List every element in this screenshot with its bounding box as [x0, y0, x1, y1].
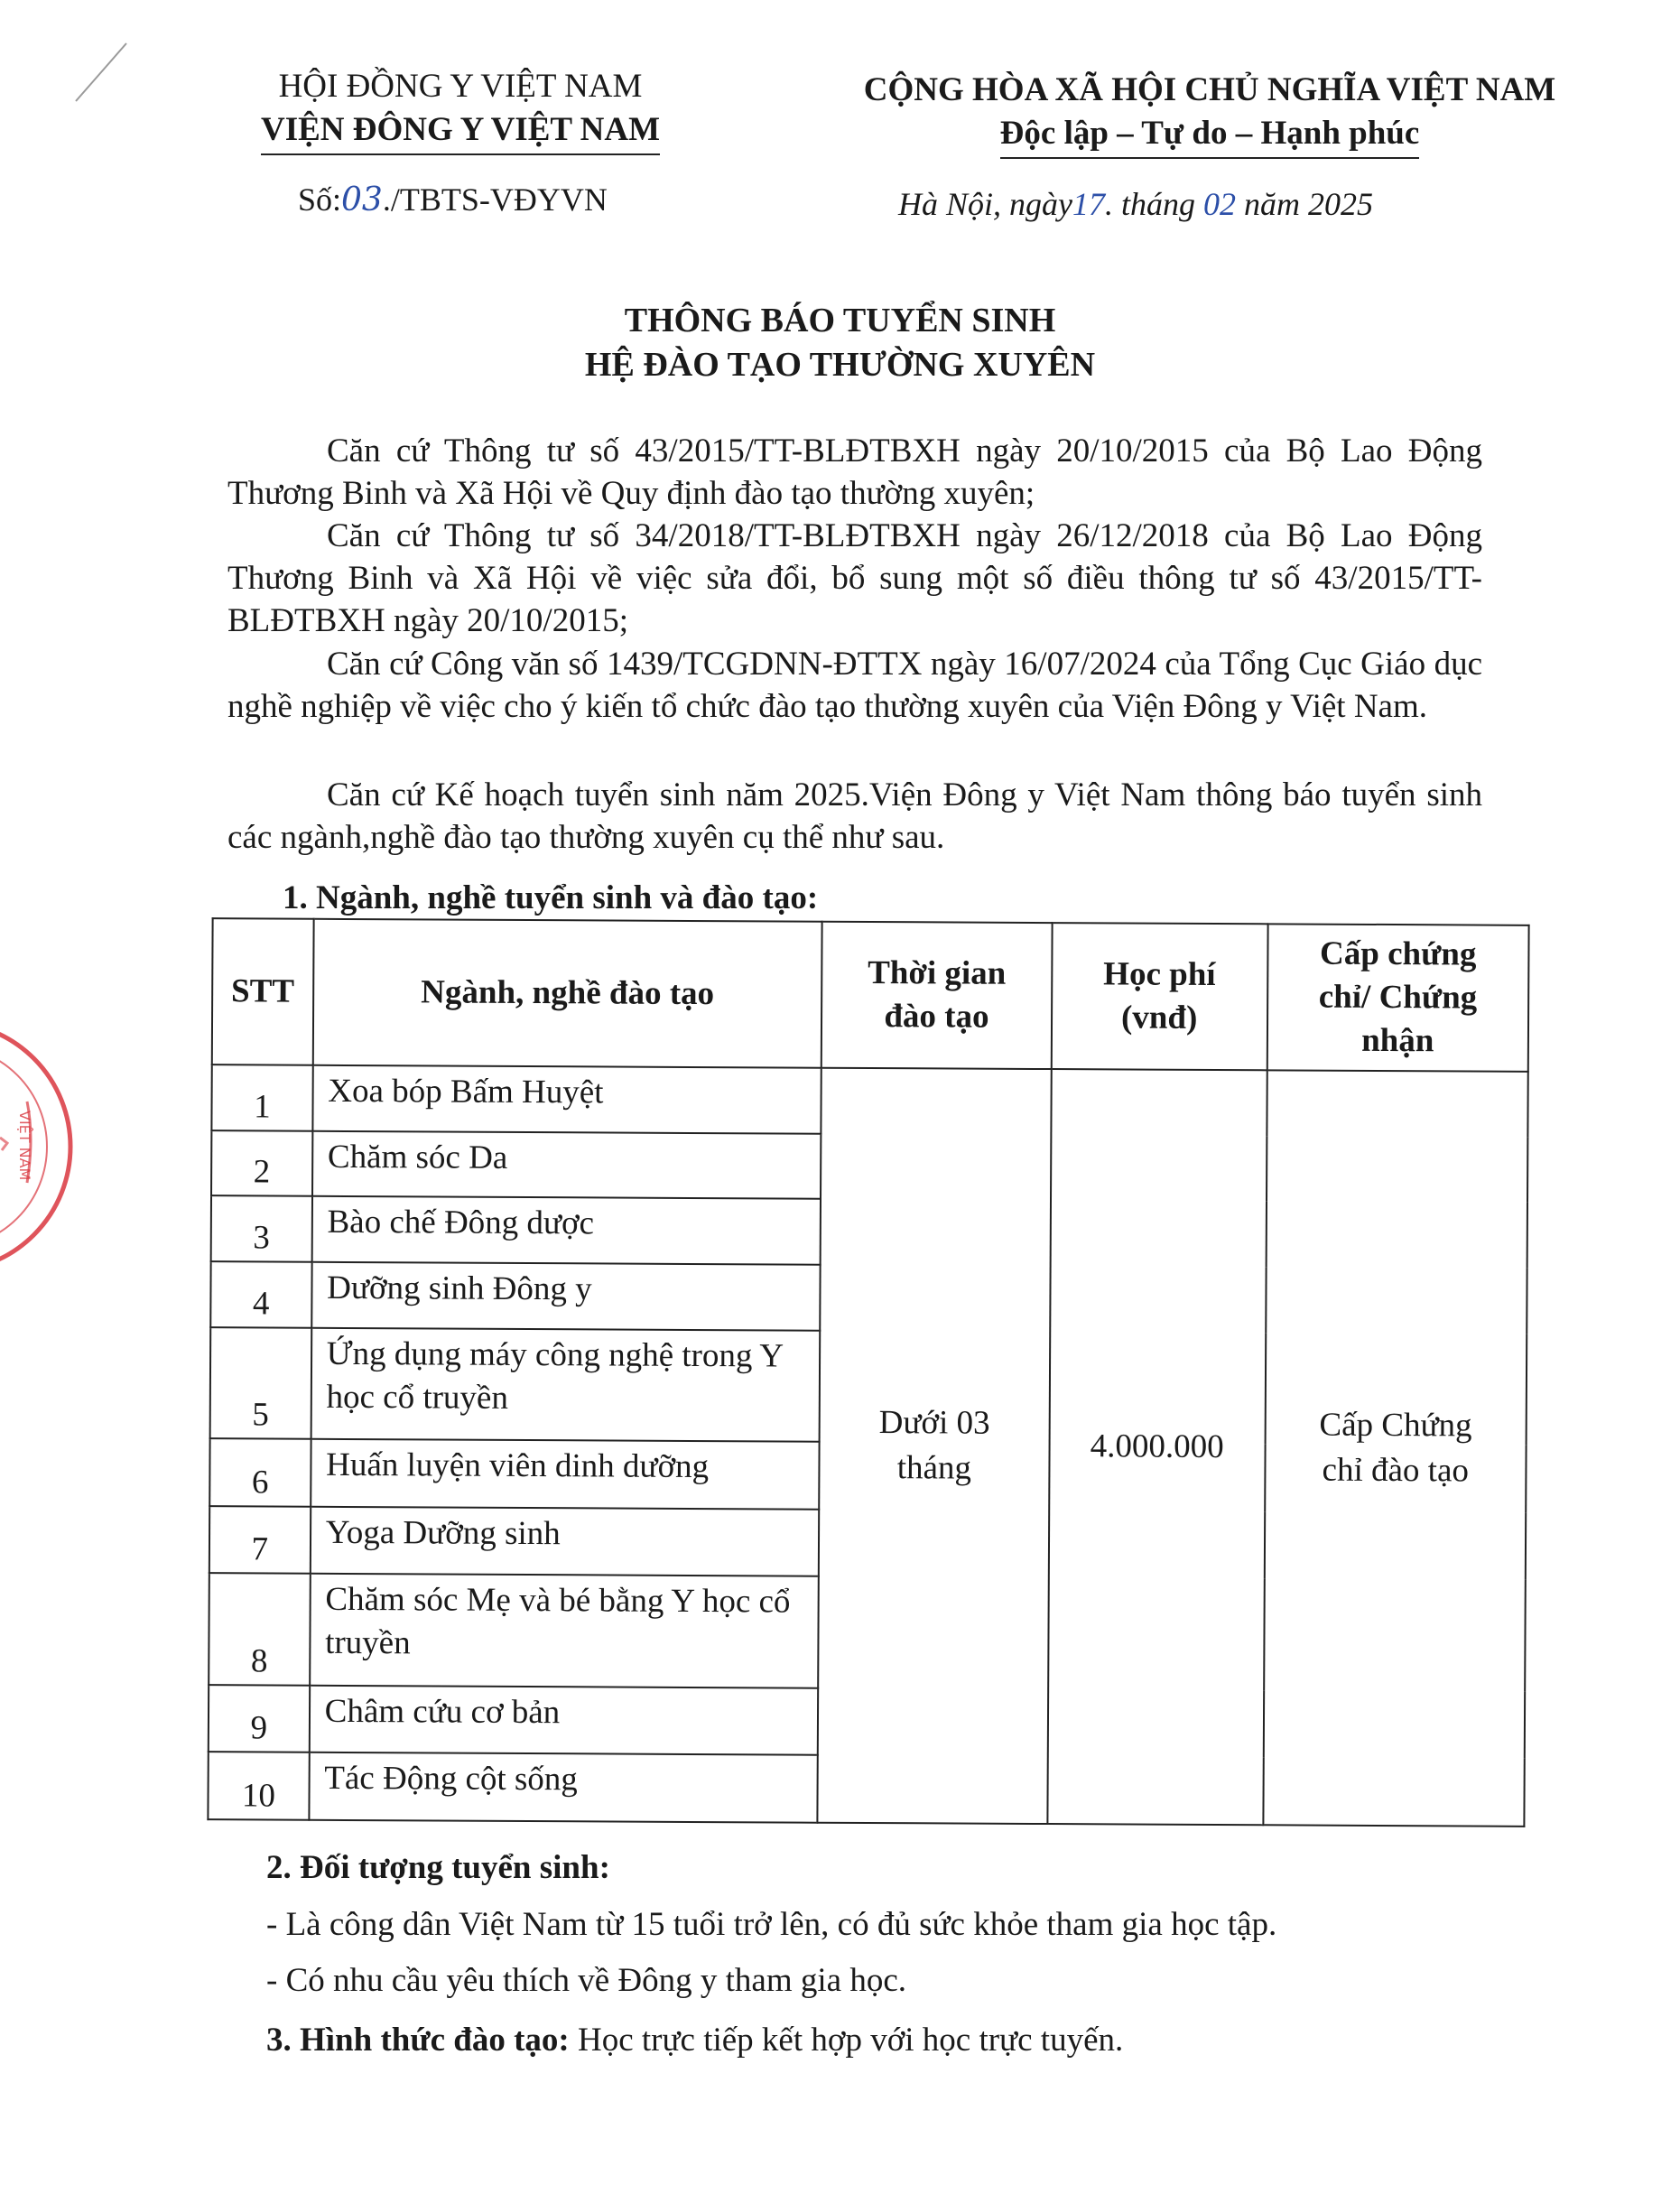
national-header	[776, 69, 1643, 159]
section-3-training-format	[266, 2021, 1123, 2059]
pencil-mark	[72, 36, 144, 108]
red-seal-stamp	[0, 1002, 90, 1291]
parent-org: HỘI ĐỒNG Y VIỆT NAM	[278, 68, 643, 105]
row-program: Yoga Dưỡng sinh	[311, 1506, 820, 1576]
issuing-org: VIỆN ĐÔNG Y VIỆT NAM	[261, 108, 660, 155]
row-stt: 8	[209, 1574, 310, 1686]
table-header-row	[212, 918, 1529, 1072]
fee-cell: 4.000.000	[1047, 1069, 1267, 1825]
row-stt: 10	[208, 1752, 309, 1819]
row-stt: 2	[211, 1130, 312, 1196]
row-program: Huấn luyện viên dinh dưỡng	[311, 1439, 820, 1510]
header-stt: STT	[212, 918, 314, 1065]
row-program: Châm cứu cơ bản	[309, 1685, 818, 1755]
header-certificate: Cấp chứng chỉ/ Chứng nhận	[1267, 924, 1528, 1072]
row-stt: 3	[211, 1196, 312, 1262]
preamble-paragraph-1: Căn cứ Thông tư số 43/2015/TT-BLĐTBXH ngày 20/10/2015 của Bộ Lao Động Thương Binh và Xã Hội về Quy định đào tạo thường xuyên;	[227, 432, 1482, 512]
header-program: Ngành, nghề đào tạo	[312, 919, 821, 1068]
row-program: Tác Động cột sống	[309, 1752, 818, 1823]
stamp-lettering: VIỆT NAM	[16, 1111, 33, 1181]
national-motto: Độc lập – Tự do – Hạnh phúc	[1000, 112, 1420, 159]
row-program: Chăm sóc Mẹ và bé bằng Y học cổ truyền	[310, 1574, 819, 1687]
document-number: Số:03./TBTS-VĐYVN	[298, 181, 608, 218]
certificate-cell: Cấp Chứng chỉ đào tạo	[1263, 1070, 1528, 1827]
issuer-block	[217, 65, 704, 155]
row-program: Ứng dụng máy công nghệ trong Y học cổ truyền	[311, 1328, 820, 1442]
training-format-text: Học trực tiếp kết hợp với học trực tuyến.	[569, 2022, 1124, 2059]
section-2-heading: 2. Đối tượng tuyển sinh:	[266, 1849, 610, 1886]
document-subtitle: HỆ ĐÀO TẠO THƯỜNG XUYÊN	[584, 346, 1096, 384]
row-program: Xoa bóp Bấm Huyệt	[312, 1065, 821, 1134]
row-program: Dưỡng sinh Đông y	[311, 1262, 821, 1331]
duration-cell: Dưới 03 tháng	[818, 1068, 1052, 1824]
preamble-paragraph-2: Căn cứ Thông tư số 34/2018/TT-BLĐTBXH ngày 26/12/2018 của Bộ Lao Động Thương Binh và Xã Hội về việc sửa đổi, bổ sung một số điều thông tư số 43/2015/TT-BLĐTBXH ngày 20/10/2015;	[227, 517, 1482, 639]
country-name: CỘNG HÒA XÃ HỘI CHỦ NGHĨA VIỆT NAM	[863, 71, 1556, 108]
table-row	[211, 1064, 1527, 1137]
preamble-paragraph-3: Căn cứ Công văn số 1439/TCGDNN-ĐTTX ngày 16/07/2024 của Tổng Cục Giáo dục nghề nghiệp về việc cho ý kiến tổ chức đào tạo thường xuyên của Viện Đông y Việt Nam.	[227, 646, 1482, 725]
row-stt: 9	[209, 1685, 310, 1752]
date-month-handwritten: 02	[1203, 186, 1237, 222]
row-stt: 7	[209, 1506, 311, 1574]
eligibility-item-1: - Là công dân Việt Nam từ 15 tuổi trở lên, có đủ sức khỏe tham gia học tập.	[266, 1906, 1277, 1943]
eligibility-item-2: - Có nhu cầu yêu thích về Đông y tham gia học.	[266, 1962, 906, 1999]
document-title: THÔNG BÁO TUYỂN SINH	[624, 302, 1056, 339]
row-stt: 6	[209, 1438, 311, 1506]
row-stt: 5	[210, 1327, 311, 1439]
header-duration: Thời gian đào tạo	[821, 922, 1052, 1069]
header-fee: Học phí (vnđ)	[1051, 923, 1267, 1070]
section-3-heading: 3. Hình thức đào tạo:	[266, 2022, 570, 2059]
row-program: Bào chế Đông dược	[311, 1196, 821, 1265]
date-day-handwritten: 17	[1072, 186, 1105, 222]
row-program: Chăm sóc Da	[312, 1130, 821, 1199]
date-line: Hà Nội, ngày17. tháng 02 năm 2025	[898, 186, 1374, 222]
row-stt: 1	[211, 1064, 312, 1130]
programs-table	[207, 917, 1529, 1827]
doc-number-handwritten: 03	[341, 181, 383, 218]
row-stt: 4	[210, 1261, 311, 1327]
section-1-heading: 1. Ngành, nghề tuyển sinh và đào tạo:	[283, 879, 819, 916]
preamble-paragraph-4: Căn cứ Kế hoạch tuyển sinh năm 2025.Viện Đông y Việt Nam thông báo tuyển sinh các ngành,nghề đào tạo thường xuyên cụ thể như sau.	[227, 776, 1482, 856]
